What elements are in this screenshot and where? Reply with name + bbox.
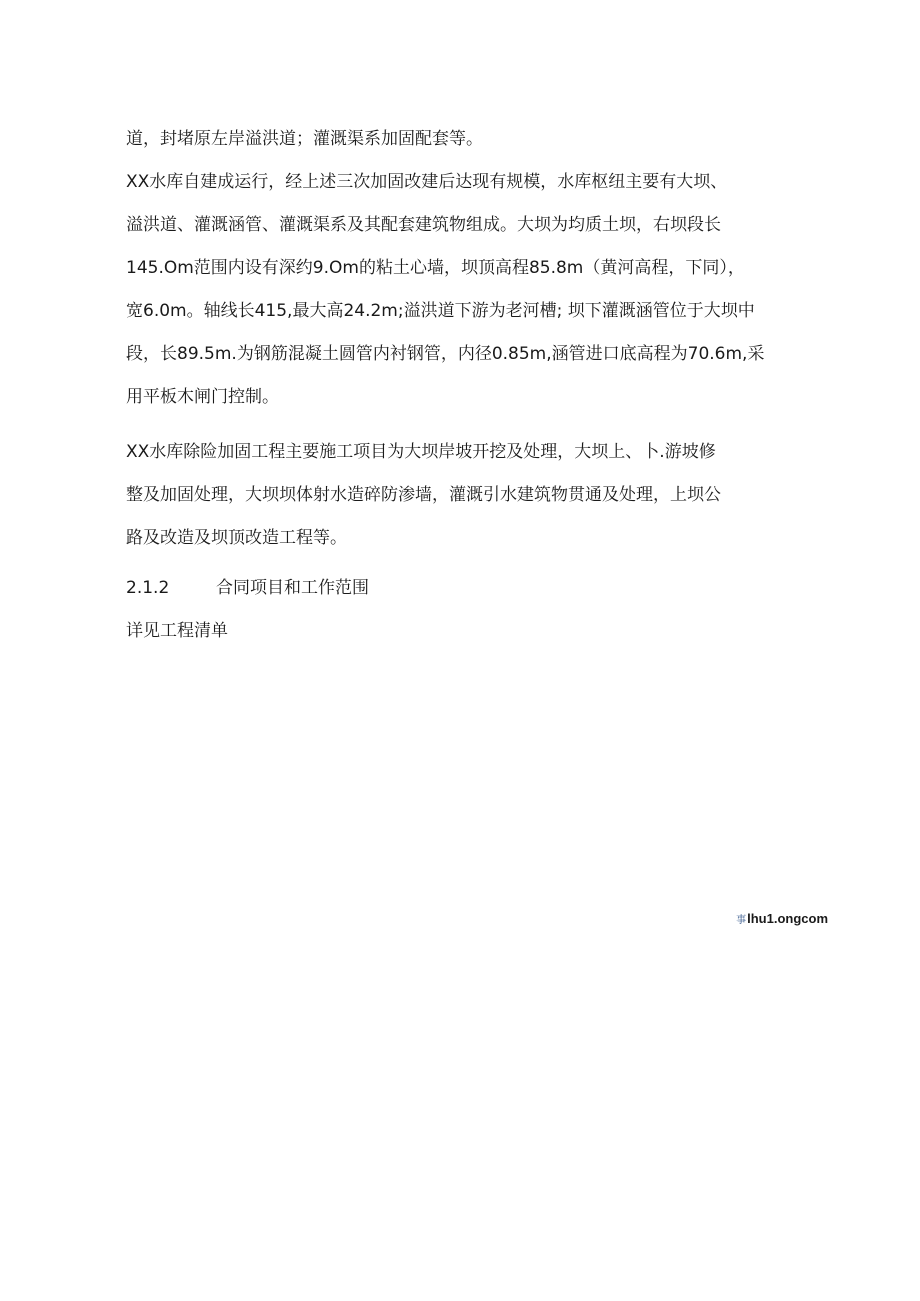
detail-text: 详见工程清单 [126, 621, 228, 641]
paragraph-line: XX水库除险加固工程主要施工项目为大坝岸坡开挖及处理，大坝上、卜.游坡修 [126, 442, 716, 462]
section-number: 2.1.2 [126, 578, 170, 598]
footer-watermark [736, 911, 828, 926]
section-heading [126, 567, 369, 610]
paragraph-reservoir-overview [126, 161, 832, 419]
paragraph-line: 宽6.0m。轴线长415,最大高24.2m;溢洪道下游为老河槽; 坝下灌溉涵管位于大坝中 [126, 301, 755, 321]
paragraph-construction-items [126, 431, 832, 560]
paragraph-line: XX水库自建成运行，经上述三次加固改建后达现有规模，水库枢纽主要有大坝、 [126, 172, 728, 192]
footer-text: lhu1.ongcom [747, 911, 828, 926]
paragraph-continuation [126, 118, 832, 161]
section-title: 合同项目和工作范围 [216, 578, 369, 598]
paragraph-line: 段，长89.5m.为钢筋混凝土圆管内衬钢管，内径0.85m,涵管进口底高程为70.6m,采 [126, 344, 765, 364]
paragraph-line: 145.Om范围内设有深约9.Om的粘土心墙，坝顶高程85.8m（黄河高程，下同）， [126, 258, 745, 278]
footer-glyph: 事 [736, 915, 747, 926]
paragraph-line: 整及加固处理，大坝坝体射水造碎防渗墙，灌溉引水建筑物贯通及处理，上坝公 [126, 485, 721, 505]
paragraph-line: 路及改造及坝顶改造工程等。 [126, 528, 347, 548]
paragraph-line: 用平板木闸门控制。 [126, 387, 279, 407]
paragraph-line: 道，封堵原左岸溢洪道；灌溉渠系加固配套等。 [126, 129, 483, 149]
paragraph-line: 溢洪道、灌溉涵管、灌溉渠系及其配套建筑物组成。大坝为均质土坝，右坝段长 [126, 215, 721, 235]
